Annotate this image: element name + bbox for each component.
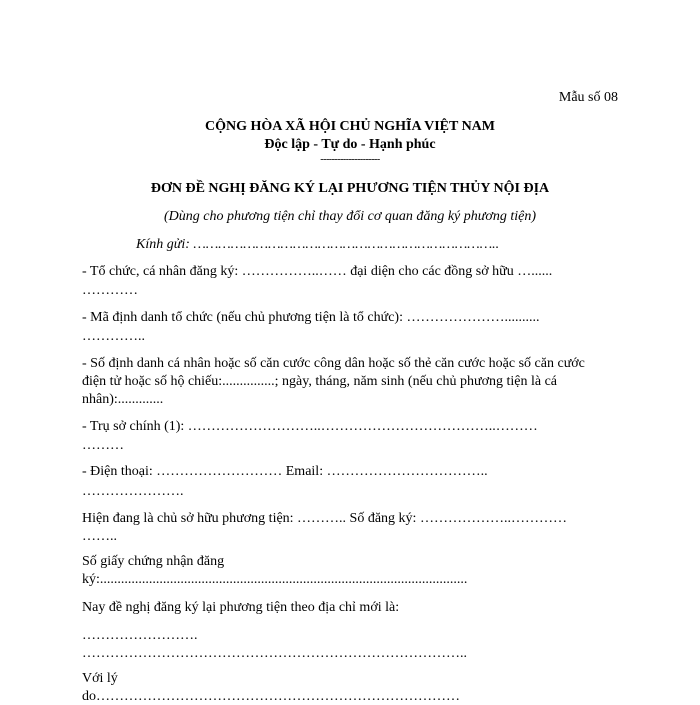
new-address-line-2: ……………………. xyxy=(82,628,198,643)
new-address-line-3: ……………………………………………………………………….. xyxy=(82,646,467,661)
ownership-line-1: Hiện đang là chủ sở hữu phương tiện: ……….. Số đăng ký: ………………..………… xyxy=(82,511,567,526)
national-motto: Độc lập - Tự do - Hạnh phúc xyxy=(264,137,436,152)
certificate-line-1: Số giấy chứng nhận đăng xyxy=(82,554,225,569)
document-title: ĐƠN ĐỀ NGHỊ ĐĂNG KÝ LẠI PHƯƠNG TIỆN THỦY NỘI ĐỊA xyxy=(150,181,550,196)
personal-id-line-1: - Số định danh cá nhân hoặc số căn cước công dân hoặc số thẻ căn cước hoặc số căn cước xyxy=(82,356,585,371)
owner-field-line-2: ………… xyxy=(82,283,138,298)
reason-line-1: Với lý xyxy=(82,671,118,686)
phone-email-line-1: - Điện thoại: ……………………… Email: …………………………….. xyxy=(82,464,488,479)
reason-line-2: do…………………………………………………………………… xyxy=(82,689,460,704)
headquarters-line-1: - Trụ sở chính (1): ………………………..………………………………..……… xyxy=(82,419,538,434)
certificate-line-2: ký:......................................................................................................... xyxy=(82,572,468,587)
personal-id-line-2: điện tử hoặc số hộ chiếu:...............; ngày, tháng, năm sinh (nếu chủ phương tiện là cá xyxy=(82,374,558,389)
header-divider: --------------------- xyxy=(320,154,380,165)
form-number: Mẫu số 08 xyxy=(558,90,618,105)
country-name: CỘNG HÒA XÃ HỘI CHỦ NGHĨA VIỆT NAM xyxy=(204,119,495,134)
org-id-field-line-1: - Mã định danh tổ chức (nếu chủ phương tiện là tổ chức): ………………….......... xyxy=(82,310,540,325)
recipient-line: Kính gửi: ……………………………………………………………….. xyxy=(136,237,500,252)
ownership-line-2: …….. xyxy=(82,529,117,544)
phone-email-line-2: …………………. xyxy=(82,484,184,499)
new-address-line-1: Nay đề nghị đăng ký lại phương tiện theo địa chỉ mới là: xyxy=(82,600,400,615)
headquarters-line-2: ……… xyxy=(82,438,124,453)
document-subtitle: (Dùng cho phương tiện chỉ thay đổi cơ quan đăng ký phương tiện) xyxy=(163,209,537,224)
owner-field-line-1: - Tổ chức, cá nhân đăng ký: ……………..…… đại diện cho các đồng sở hữu …...... xyxy=(82,264,553,279)
org-id-field-line-2: ………….. xyxy=(82,329,145,344)
personal-id-line-3: nhân):............. xyxy=(82,392,164,407)
